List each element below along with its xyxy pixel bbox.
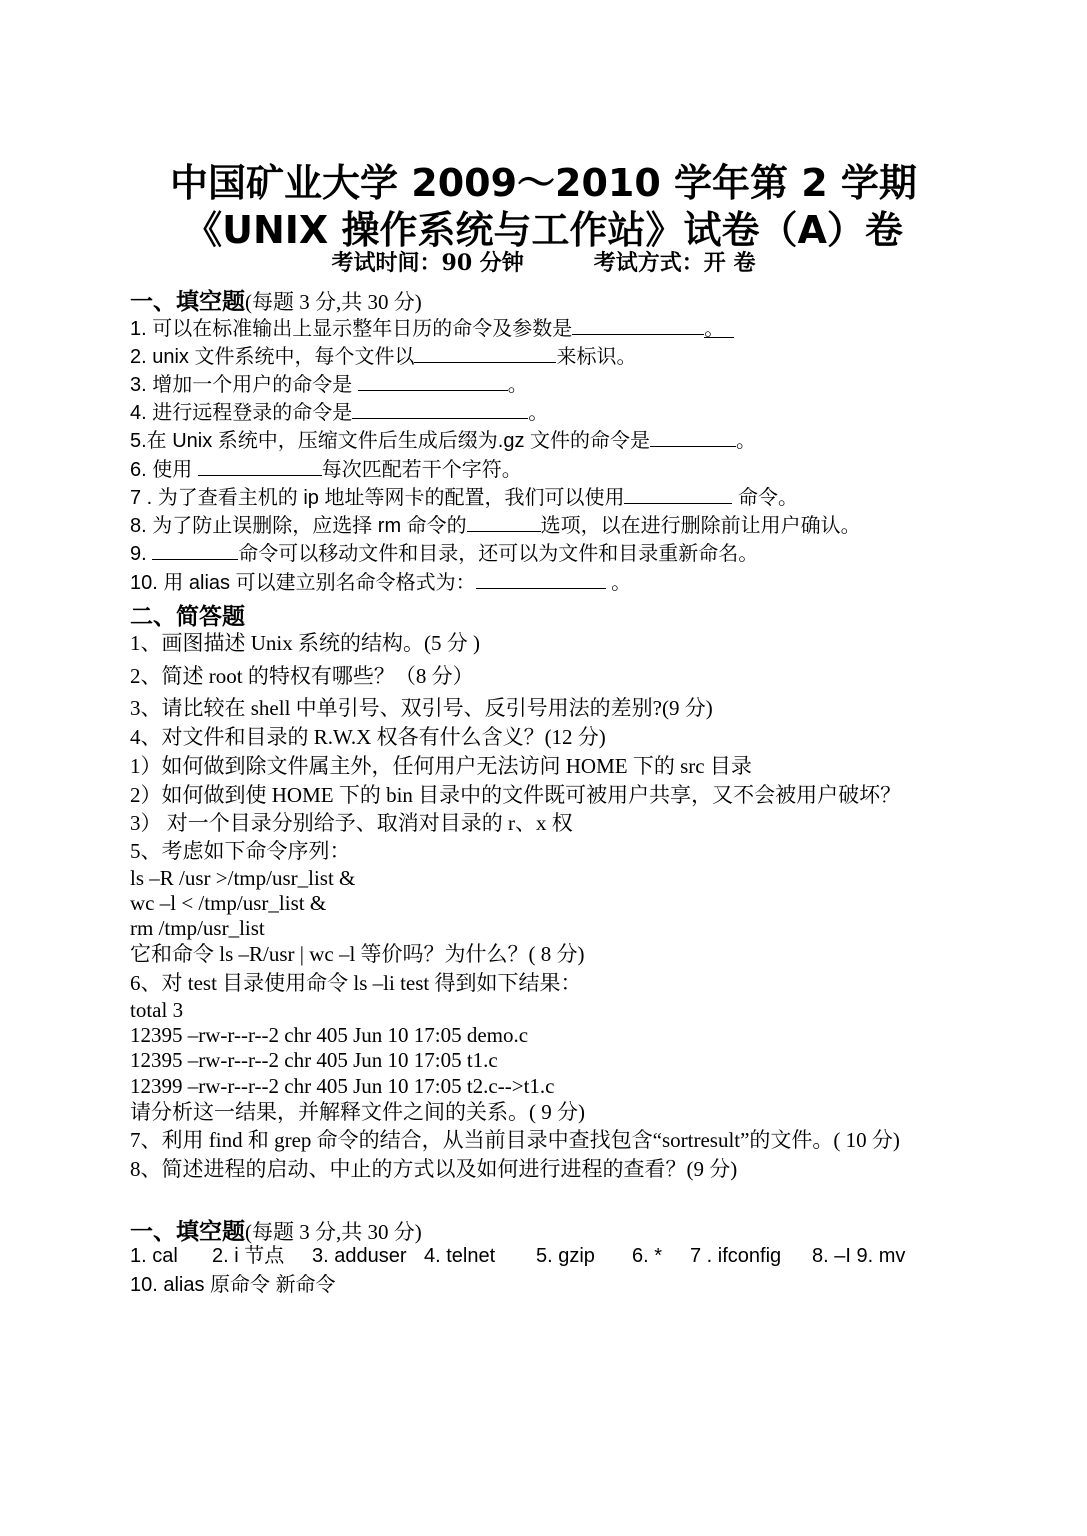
fill-question-1: 1. 可以在标准输出上显示整年日历的命令及参数是 。 xyxy=(130,316,734,339)
fill-question-6: 6. 使用 每次匹配若干个字符。 xyxy=(130,459,522,481)
short-question-line: 2、简述 root 的特权有哪些？（8 分） xyxy=(130,664,474,688)
answers-row-1 xyxy=(130,1246,905,1266)
short-question-line: 请分析这一结果，并解释文件之间的关系。( 9 分) xyxy=(130,1100,585,1124)
answer-8-9: 8. –I 9. mv xyxy=(812,1245,906,1267)
answer-7: 7 . ifconfig xyxy=(690,1245,782,1267)
exam-time: 考试时间：90 分钟 xyxy=(331,250,524,276)
short-question-line: 5、考虑如下命令序列： xyxy=(130,839,351,863)
section1-note: (每题 3 分,共 30 分) xyxy=(245,290,422,314)
section1-heading: 一、填空题(每题 3 分,共 30 分) xyxy=(130,289,422,315)
fill-question-3: 3. 增加一个用户的命令是 。 xyxy=(130,374,528,396)
answer-6: 6. * xyxy=(632,1245,663,1267)
answer-3: 3. adduser xyxy=(312,1245,407,1267)
short-question-line: 它和命令 ls –R/usr | wc –l 等价吗？为什么？( 8 分) xyxy=(130,942,585,966)
answers-note: (每题 3 分,共 30 分) xyxy=(245,1220,422,1244)
short-question-line: 1、画图描述 Unix 系统的结构。(5 分 ) xyxy=(130,631,480,655)
answer-4: 4. telnet xyxy=(424,1245,496,1267)
short-question-line: 3） 对一个目录分别给予、取消对目录的 r、x 权 xyxy=(130,811,573,835)
fill-question-10: 10. 用 alias 可以建立别名命令格式为： 。 xyxy=(130,572,632,594)
listing-line: total 3 xyxy=(130,998,184,1022)
short-question-line: 4、对文件和目录的 R.W.X 权各有什么含义？(12 分) xyxy=(130,725,606,749)
command-line: rm /tmp/usr_list xyxy=(130,916,265,940)
listing-line: 12395 –rw-r--r--2 chr 405 Jun 10 17:05 demo.c xyxy=(130,1023,529,1047)
fill-question-2: 2. unix 文件系统中，每个文件以 来标识。 xyxy=(130,346,637,368)
fill-question-7: 7 . 为了查看主机的 ip 地址等网卡的配置，我们可以使用 命令。 xyxy=(130,487,799,509)
short-question-line: 2）如何做到使 HOME 下的 bin 目录中的文件既可被用户共享，又不会被用户破坏？ xyxy=(130,783,902,807)
short-question-line: 3、请比较在 shell 中单引号、双引号、反引号用法的差别?(9 分) xyxy=(130,696,713,720)
fill-question-8: 8. 为了防止误删除，应选择 rm 命令的 选项，以在进行删除前让用户确认。 xyxy=(130,515,861,537)
command-line: wc –l < /tmp/usr_list & xyxy=(130,891,327,915)
exam-mode: 考试方式：开 卷 xyxy=(593,250,756,276)
answer-1: 1. cal xyxy=(130,1245,178,1267)
exam-info xyxy=(0,246,1087,277)
fill-question-9: 9. 命令可以移动文件和目录，还可以为文件和目录重新命名。 xyxy=(130,543,759,565)
exam-title-line2: 《UNIX 操作系统与工作站》试卷（A）卷 xyxy=(184,208,903,252)
exam-title-line1: 中国矿业大学 2009～2010 学年第 2 学期 xyxy=(170,161,917,205)
short-question-line: 7、利用 find 和 grep 命令的结合，从当前目录中查找包含“sortresult”的文件。( 10 分) xyxy=(130,1128,900,1152)
answers-heading: 一、填空题(每题 3 分,共 30 分) xyxy=(130,1219,422,1245)
short-question-line: 1）如何做到除文件属主外，任何用户无法访问 HOME 下的 src 目录 xyxy=(130,754,752,778)
short-question-line: 8、简述进程的启动、中止的方式以及如何进行进程的查看？(9 分) xyxy=(130,1157,738,1181)
answer-5: 5. gzip xyxy=(536,1245,595,1267)
listing-line: 12395 –rw-r--r--2 chr 405 Jun 10 17:05 t1.c xyxy=(130,1048,498,1072)
fill-question-5: 5.在 Unix 系统中，压缩文件后生成后缀为.gz 文件的命令是 。 xyxy=(130,430,757,452)
fill-question-4: 4. 进行远程登录的命令是 。 xyxy=(130,402,549,424)
section2-heading: 二、简答题 xyxy=(130,604,245,630)
command-line: ls –R /usr >/tmp/usr_list & xyxy=(130,866,356,890)
answer-2: 2. i 节点 xyxy=(212,1245,285,1267)
short-question-line: 6、对 test 目录使用命令 ls –li test 得到如下结果： xyxy=(130,971,582,995)
listing-line: 12399 –rw-r--r--2 chr 405 Jun 10 17:05 t2.c-->t1.c xyxy=(130,1074,555,1098)
answers-row-2: 10. alias 原命令 新命令 xyxy=(130,1274,336,1296)
